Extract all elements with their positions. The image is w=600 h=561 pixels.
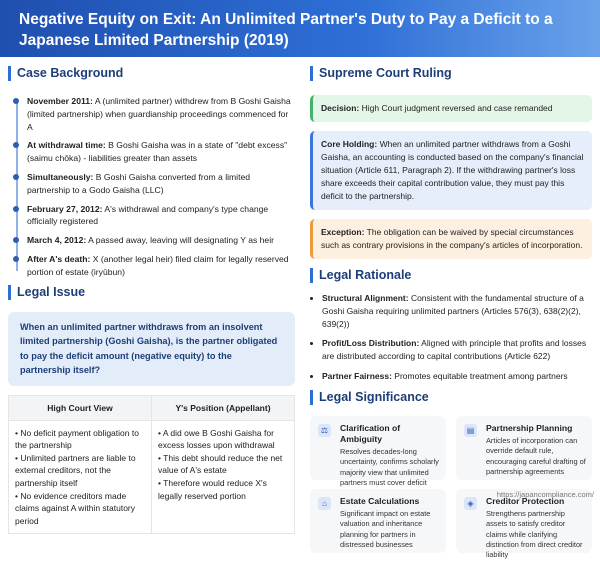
left-column — [8, 66, 295, 534]
timeline-item: Simultaneously: B Goshi Gaisha converted from a limited partnership to a Godo Gaisha (LLC) — [27, 171, 295, 197]
bank-icon: ⌂ — [318, 497, 331, 510]
significance-card: ⚖ Clarification of Ambiguity Resolves decades-long uncertainty, confirms scholarly majority view that unlimited partners must cover deficit — [310, 416, 446, 480]
timeline-item: November 2011: A (unlimited partner) withdrew from B Goshi Gaisha (limited partnership) when guardianship proceedings commenced for A — [27, 95, 295, 133]
significance-card: ◈ Creditor Protection Strengthens partnership assets to satisfy creditor claims while clarifying distinction from direct creditor liability — [456, 489, 592, 553]
significance-grid — [310, 416, 592, 560]
timeline-dot-icon — [13, 142, 19, 148]
scale-icon: ⚖ — [318, 424, 331, 437]
timeline-item: After A's death: X (another legal heir) filed claim for legally reserved portion of estate (iryūbun) — [27, 253, 295, 279]
case-background-title: Case Background — [8, 66, 295, 81]
high-court-view-cell: • No deficit payment obligation to the partnership • Unlimited partners are liable to external creditors, not the partnership itself • No evidence creditors made claims against A within statutory period — [9, 420, 152, 534]
significance-card: ⌂ Estate Calculations Significant impact on estate valuation and inheritance planning for partners in distressed businesses — [310, 489, 446, 553]
document-icon: ▤ — [464, 424, 477, 437]
page-header — [0, 0, 600, 57]
timeline-item: February 27, 2012: A's withdrawal and company's type change officially registered — [27, 203, 295, 229]
core-holding-box: Core Holding: When an unlimited partner withdraws from a Goshi Gaisha, an accounting is conducted based on the company's financial situation (Article 611, Paragraph 2). If the withdrawing partner's loss share exceeds their capital contribution value, they must pay this deficit to the partnership. — [310, 131, 592, 210]
views-table — [8, 395, 295, 535]
timeline-dot-icon — [13, 237, 19, 243]
right-column — [310, 66, 592, 560]
list-item: • Structural Alignment: Consistent with the fundamental structure of a Goshi Gaisha requiring unlimited partners (Articles 576(3), 638(2)(2), 639(2)) — [322, 292, 592, 330]
legal-issue-title: Legal Issue — [8, 285, 295, 300]
supreme-court-ruling-title: Supreme Court Ruling — [310, 66, 592, 81]
footer-url[interactable]: https://japancompliance.com/ — [496, 490, 594, 499]
legal-issue-question: When an unlimited partner withdraws from an insolvent limited partnership (Goshi Gaisha), is the partner obligated to pay the deficit amount (negative equity) to the partnership itself? — [8, 312, 295, 386]
shield-icon: ◈ — [464, 497, 477, 510]
decision-box: Decision: High Court judgment reversed and case remanded — [310, 95, 592, 122]
timeline-dot-icon — [13, 98, 19, 104]
timeline-dot-icon — [13, 256, 19, 262]
list-item: • Partner Fairness: Promotes equitable treatment among partners — [322, 370, 592, 383]
appellant-position-cell: • A did owe B Goshi Gaisha for excess losses upon withdrawal • This debt should reduce the net value of A's estate • Therefore would reduce X's legally reserved portion — [152, 420, 295, 534]
case-timeline — [8, 95, 295, 279]
significance-card: ▤ Partnership Planning Articles of incorporation can override default rule, encouraging careful drafting of partnership agreements — [456, 416, 592, 480]
table-header: Y's Position (Appellant) — [152, 395, 295, 420]
table-header: High Court View — [9, 395, 152, 420]
list-item: • Profit/Loss Distribution: Aligned with principle that profits and losses are distributed according to capital contributions (Article 622) — [322, 337, 592, 363]
timeline-dot-icon — [13, 206, 19, 212]
exception-box: Exception: The obligation can be waived by special circumstances such as contrary provisions in the company's articles of incorporation. — [310, 219, 592, 259]
legal-rationale-title: Legal Rationale — [310, 268, 592, 283]
legal-significance-title: Legal Significance — [310, 390, 592, 405]
rationale-list — [310, 292, 592, 383]
page-title: Negative Equity on Exit: An Unlimited Partner's Duty to Pay a Deficit to a Japanese Limited Partnership (2019) — [19, 11, 553, 49]
timeline-dot-icon — [13, 174, 19, 180]
timeline-item: March 4, 2012: A passed away, leaving will designating Y as heir — [27, 234, 295, 247]
timeline-item: At withdrawal time: B Goshi Gaisha was in a state of "debt excess" (saimu chōka) - liabilities greater than assets — [27, 139, 295, 165]
